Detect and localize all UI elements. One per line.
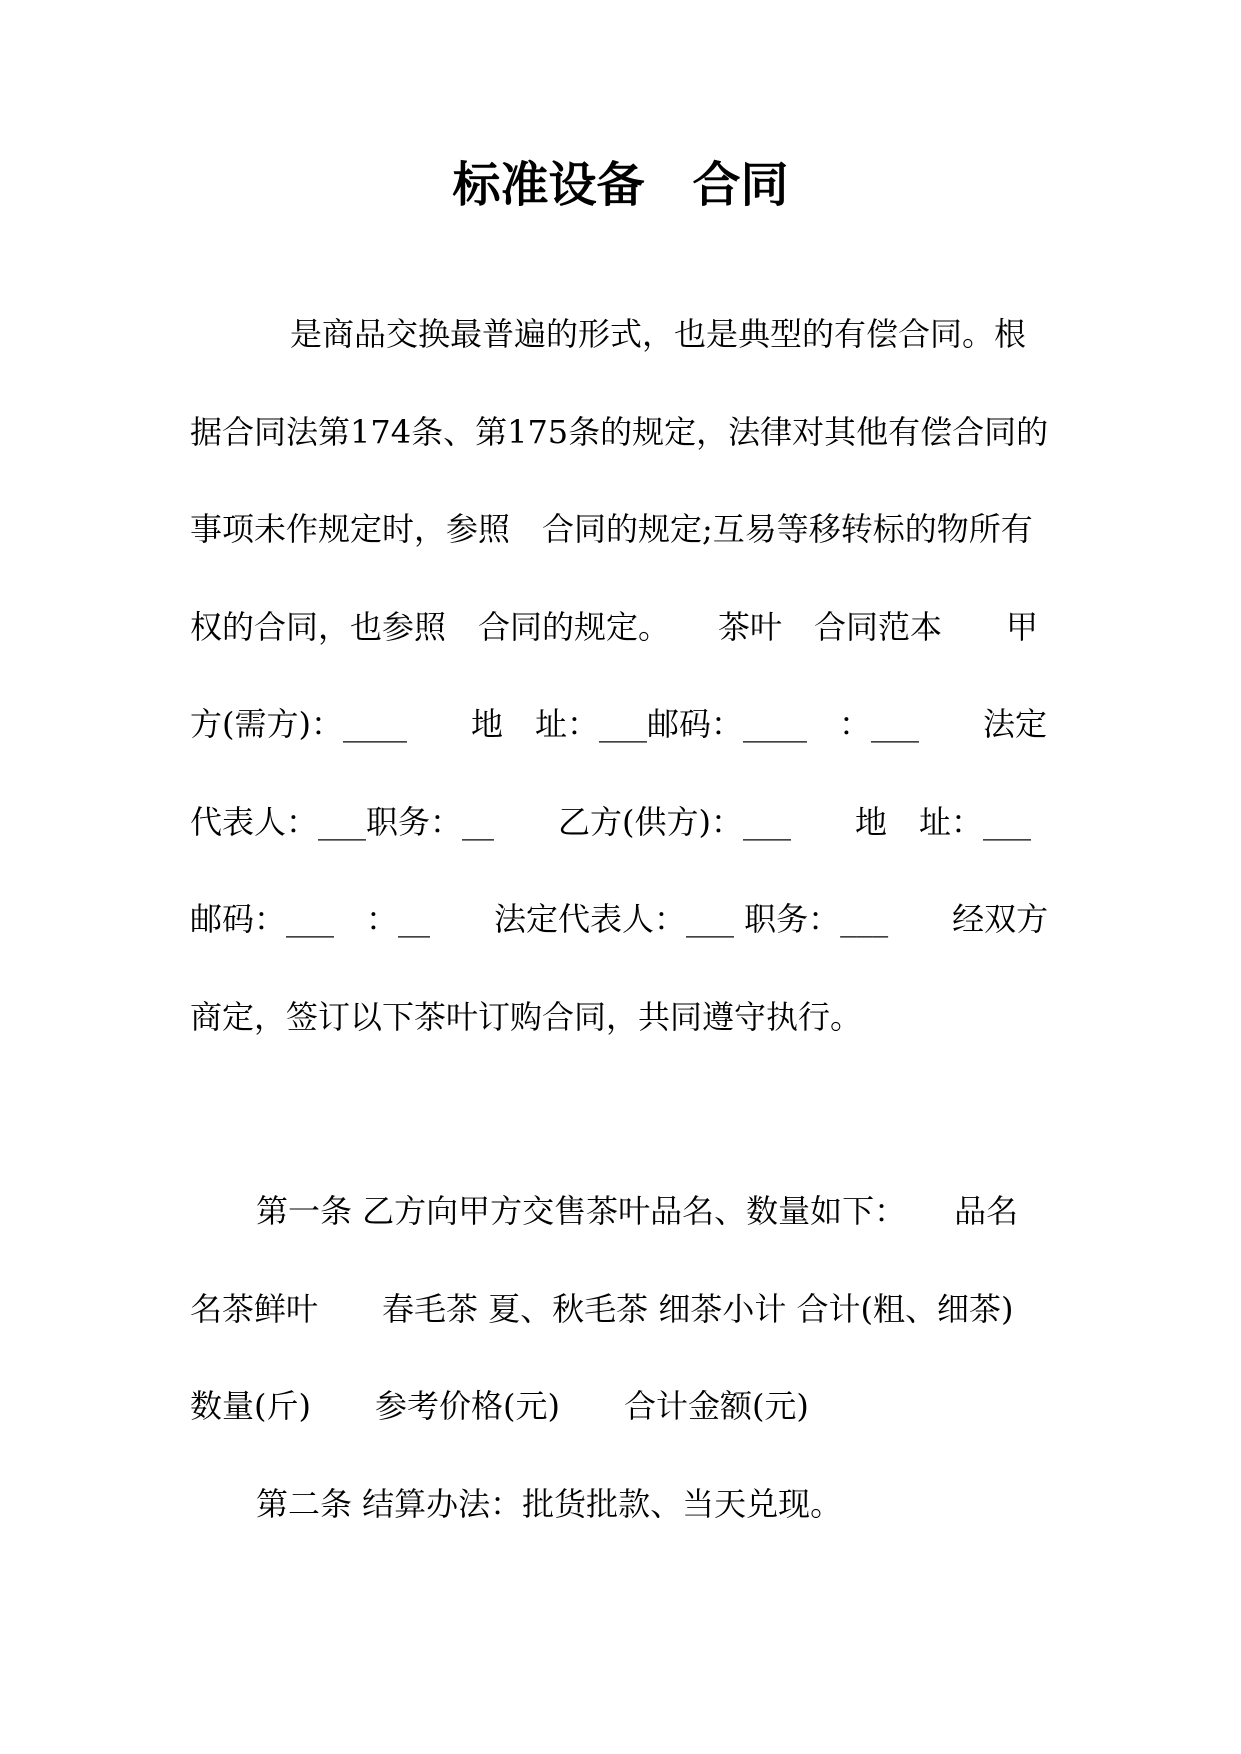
paragraph-article-2: 第二条 结算办法：批货批款、当天兑现。	[256, 1485, 843, 1523]
document-title: 标准设备 合同	[452, 157, 789, 213]
paragraph-article-1: 第一条 乙方向甲方交售茶叶品名、数量如下： 品名 名茶鲜叶 春毛茶 夏、秋毛茶 细茶小计 合计(粗、细茶) 数量(斤) 参考价格(元) 合计金额(元)	[190, 1192, 1078, 1425]
paragraph-intro: 是商品交换最普遍的形式，也是典型的有偿合同。根据合同法第174条、第175条的规定，法律对其他有偿合同的事项未作规定时，参照 合同的规定;互易等移转标的物所有权的合同，也参照 合同的规定。 茶叶 合同范本 甲方(需方)：____ 地 址：___邮码：____ ：___ 法定代表人：___职务：__ 乙方(供方)：___ 地 址：___ 邮码：___ ：__ 法定代表人：___ 职务：___ 经双方商定，签订以下茶叶订购合同，共同遵守执行。	[190, 315, 1049, 1036]
